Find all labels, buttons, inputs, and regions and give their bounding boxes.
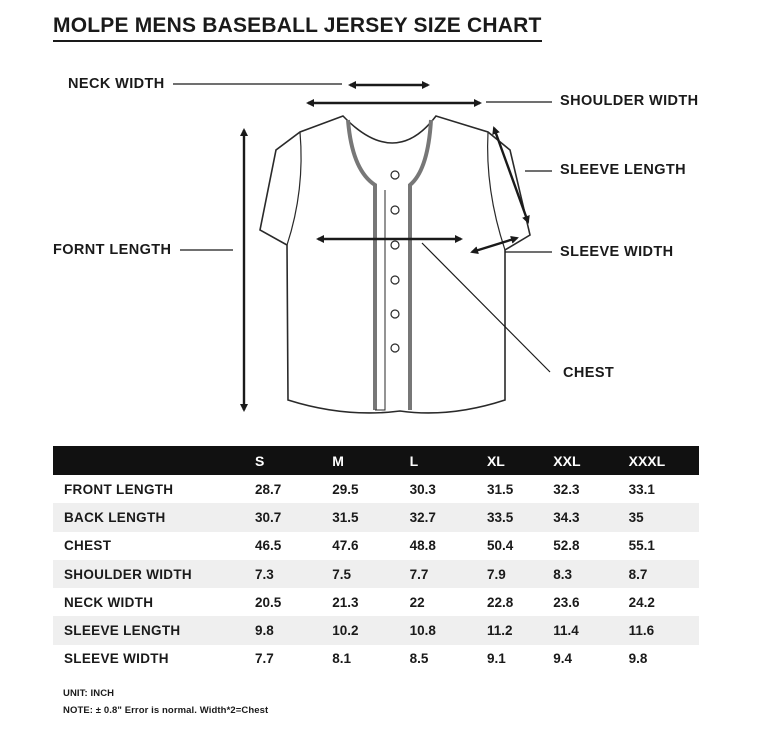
table-cell: 22.8 [486, 594, 514, 610]
table-cell: 9.8 [628, 651, 648, 667]
table-cell: 24.2 [628, 594, 655, 610]
table-cell: 29.5 [332, 481, 359, 497]
error-note: NOTE: ± 0.8" Error is normal. Width*2=Chest [63, 705, 269, 716]
table-cell: 33.5 [487, 503, 553, 531]
table-cell: 11.2 [487, 616, 553, 644]
table-cell: NECK WIDTH [64, 594, 154, 610]
table-cell: 7.5 [332, 560, 409, 588]
table-cell: 52.8 [553, 538, 580, 554]
table-cell: 50.4 [486, 538, 514, 554]
table-cell: 8.3 [553, 560, 628, 588]
table-header-cell: L [410, 446, 487, 475]
page-title: MOLPE MENS BASEBALL JERSEY SIZE CHART [53, 14, 542, 42]
table-row [53, 616, 699, 644]
table-cell: 55.1 [628, 538, 655, 554]
table-cell: 7.3 [255, 560, 332, 588]
table-cell: 9.1 [486, 651, 506, 667]
chest-label: CHEST [563, 365, 615, 381]
table-cell: 32.3 [553, 481, 580, 497]
table-cell: 20.5 [254, 594, 282, 610]
sleeve-width-label: SLEEVE WIDTH [560, 244, 674, 260]
table-cell: 30.7 [255, 503, 332, 531]
table-cell: 32.7 [410, 503, 487, 531]
table-header-cell: XL [487, 446, 553, 475]
table-cell: 7.7 [410, 560, 487, 588]
table-cell: 28.7 [254, 481, 282, 497]
size-table [53, 446, 699, 673]
table-cell: BACK LENGTH [53, 503, 255, 531]
table-cell: SLEEVE LENGTH [53, 616, 255, 644]
table-cell: 9.8 [255, 616, 332, 644]
table-cell: SHOULDER WIDTH [53, 560, 255, 588]
table-row [53, 588, 699, 616]
table-cell: 7.7 [254, 651, 274, 667]
table-row [53, 503, 699, 531]
table-cell: 11.4 [553, 616, 628, 644]
table-cell: 7.9 [487, 560, 553, 588]
table-cell: 21.3 [332, 594, 359, 610]
table-cell: 8.5 [409, 651, 429, 667]
table-cell: FRONT LENGTH [64, 481, 174, 497]
table-cell: 22 [409, 594, 425, 610]
table-cell: 9.4 [553, 651, 573, 667]
table-header-cell: S [255, 446, 332, 475]
table-row [53, 532, 699, 560]
table-cell: 47.6 [332, 538, 359, 554]
table-cell: 46.5 [254, 538, 282, 554]
table-cell: 8.7 [629, 560, 699, 588]
table-cell: 48.8 [409, 538, 436, 554]
table-cell: 34.3 [553, 503, 628, 531]
table-header-cell [53, 446, 255, 475]
table-cell: 33.1 [628, 481, 655, 497]
table-cell: SLEEVE WIDTH [64, 651, 169, 667]
table-row [53, 560, 699, 588]
table-header-cell: M [332, 446, 409, 475]
table-cell: 11.6 [629, 616, 699, 644]
unit-note: UNIT: INCH [63, 688, 115, 699]
table-cell: 31.5 [486, 481, 514, 497]
sleeve-length-label: SLEEVE LENGTH [560, 162, 687, 178]
table-header-row [53, 446, 699, 475]
shoulder-width-label: SHOULDER WIDTH [560, 93, 699, 109]
table-header-cell: XXL [553, 446, 628, 475]
table-row [53, 475, 699, 503]
table-cell: CHEST [64, 538, 112, 554]
table-cell: 23.6 [553, 594, 580, 610]
neck-width-label: NECK WIDTH [68, 76, 165, 92]
front-length-label: FORNT LENGTH [53, 242, 172, 258]
table-cell: 30.3 [409, 481, 436, 497]
table-cell: 35 [629, 503, 699, 531]
table-cell: 10.2 [332, 616, 409, 644]
table-cell: 8.1 [332, 651, 352, 667]
table-cell: 10.8 [410, 616, 487, 644]
table-row [53, 645, 699, 673]
table-cell: 31.5 [332, 503, 409, 531]
table-header-cell: XXXL [629, 446, 699, 475]
